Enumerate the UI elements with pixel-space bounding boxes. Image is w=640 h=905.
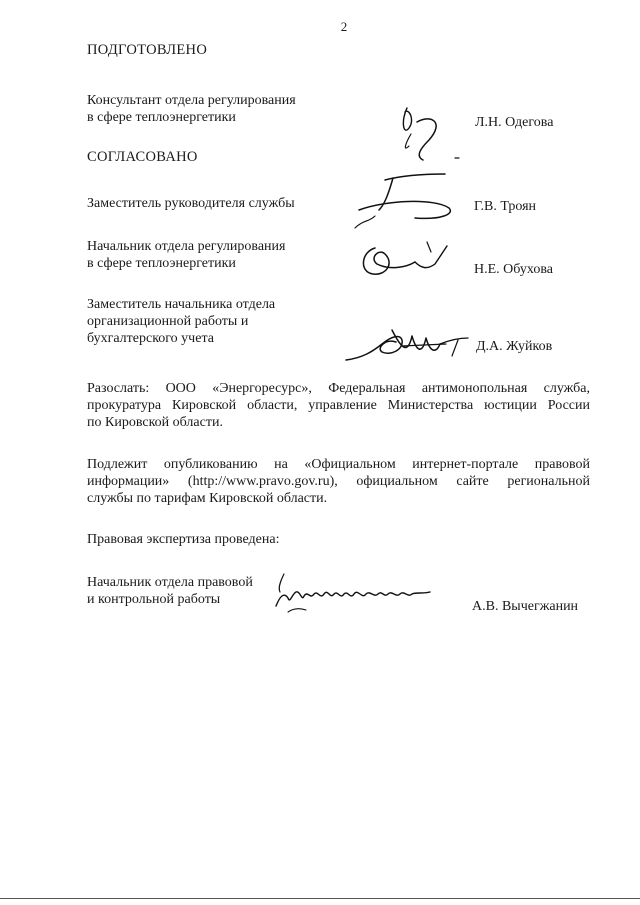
signatory-position xyxy=(87,195,347,212)
signatory-name: А.В. Вычегжанин xyxy=(472,599,579,614)
signature-obukhova xyxy=(355,238,450,283)
position-line: Заместитель начальника отдела xyxy=(87,297,276,312)
position-line: в сфере теплоэнергетики xyxy=(87,110,236,125)
position-line: бухгалтерского учета xyxy=(87,331,214,346)
signatory-name: Н.Е. Обухова xyxy=(474,262,553,277)
position-line: Начальник отдела правовой xyxy=(87,575,253,590)
paragraph-line: Подлежит опубликованию на «Официальном интернет-портале правовой xyxy=(87,457,590,472)
page-number: 2 xyxy=(340,19,348,34)
signatory-position xyxy=(87,238,347,272)
signatory-name: Л.Н. Одегова xyxy=(475,115,554,130)
signature-troyan xyxy=(345,170,470,235)
paragraph-line: информации» (http://www.pravo.gov.ru), официальном сайте региональной xyxy=(87,474,590,489)
position-line: Начальник отдела регулирования xyxy=(87,239,286,254)
prepared-position xyxy=(87,92,347,126)
legal-review-statement: Правовая экспертиза проведена: xyxy=(87,532,280,547)
bottom-edge-line xyxy=(0,898,640,899)
distribution-paragraph xyxy=(87,380,590,431)
signature-zhuykov xyxy=(342,322,474,366)
paragraph-line: прокуратура Кировской области, управление Министерства юстиции России xyxy=(87,398,590,413)
paragraph-line: службы по тарифам Кировской области. xyxy=(87,491,328,506)
position-line: Заместитель руководителя службы xyxy=(87,196,295,211)
position-line: организационной работы и xyxy=(87,314,249,329)
signature-vychegzhanin xyxy=(270,572,445,614)
position-line: и контрольной работы xyxy=(87,592,221,607)
paragraph-line: по Кировской области. xyxy=(87,415,223,430)
position-line: Консультант отдела регулирования xyxy=(87,93,296,108)
paragraph-line: Разослать: ООО «Энергоресурс», Федеральная антимонопольная служба, xyxy=(87,381,590,396)
agreed-heading: СОГЛАСОВАНО xyxy=(87,149,198,165)
publication-paragraph xyxy=(87,456,590,507)
signatory-name: Г.В. Троян xyxy=(474,199,537,214)
signature-odegova xyxy=(395,100,465,170)
signatory-name: Д.А. Жуйков xyxy=(476,339,553,354)
signatory-position xyxy=(87,296,347,347)
position-line: в сфере теплоэнергетики xyxy=(87,256,236,271)
prepared-heading: ПОДГОТОВЛЕНО xyxy=(87,42,208,58)
